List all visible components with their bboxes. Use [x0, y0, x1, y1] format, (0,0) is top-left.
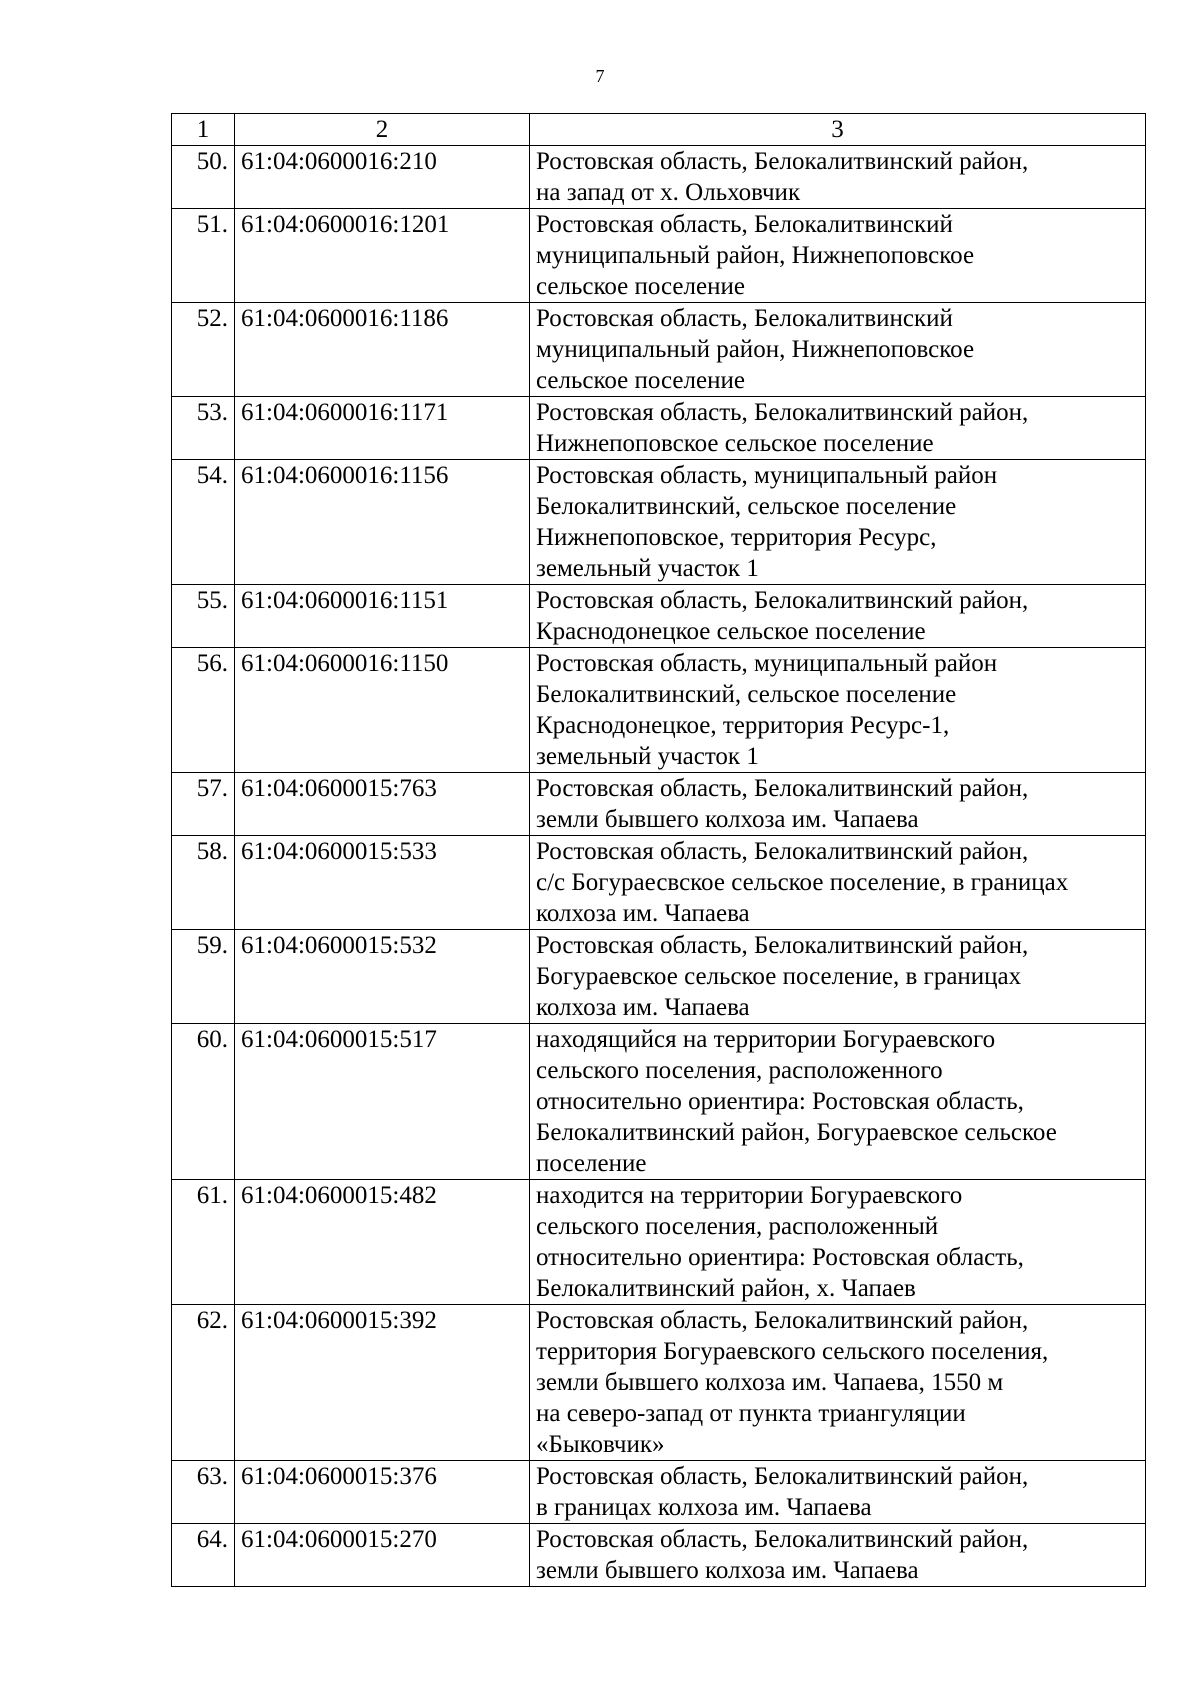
plot-address — [530, 460, 1146, 585]
cadastral-number: 61:04:0600015:517 — [235, 1024, 530, 1180]
address-line: Белокалитвинский, сельское поселение — [536, 681, 957, 708]
address-line: земли бывшего колхоза им. Чапаева — [536, 1557, 919, 1584]
cadastral-number: 61:04:0600016:1156 — [235, 460, 530, 585]
address-line: Ростовская область, Белокалитвинский — [536, 211, 953, 238]
plot-address — [530, 648, 1146, 773]
address-line: на запад от х. Ольховчик — [536, 179, 801, 206]
table-row — [172, 209, 1146, 303]
plot-address — [530, 585, 1146, 648]
plot-address — [530, 146, 1146, 209]
address-line: с/с Богураесвское сельское поселение, в границах — [536, 869, 1069, 896]
column-header-number: 1 — [172, 114, 235, 146]
address-line: Ростовская область, Белокалитвинский район, — [536, 775, 1029, 802]
cadastral-number: 61:04:0600015:533 — [235, 836, 530, 930]
table-row — [172, 1524, 1146, 1587]
address-line: Ростовская область, Белокалитвинский район, — [536, 838, 1029, 865]
address-line: территория Богураевского сельского поселения, — [536, 1338, 1049, 1365]
table-row — [172, 648, 1146, 773]
address-line: Богураевское сельское поселение, в границах — [536, 963, 1022, 990]
column-header-cadastral: 2 — [235, 114, 530, 146]
address-line: земли бывшего колхоза им. Чапаева — [536, 806, 919, 833]
table-row — [172, 146, 1146, 209]
cadastral-number: 61:04:0600016:1150 — [235, 648, 530, 773]
address-line: Ростовская область, Белокалитвинский район, — [536, 399, 1029, 426]
row-number: 58. — [172, 836, 235, 930]
address-line: Краснодонецкое сельское поселение — [536, 618, 926, 645]
table-row — [172, 585, 1146, 648]
row-number: 59. — [172, 930, 235, 1024]
row-number: 56. — [172, 648, 235, 773]
plot-address — [530, 397, 1146, 460]
address-line: на северо-запад от пункта триангуляции — [536, 1400, 966, 1427]
row-number: 63. — [172, 1461, 235, 1524]
address-line: Белокалитвинский район, х. Чапаев — [536, 1275, 916, 1302]
address-line: Ростовская область, Белокалитвинский район, — [536, 1526, 1029, 1553]
plot-address — [530, 1180, 1146, 1305]
address-line: Ростовская область, муниципальный район — [536, 462, 998, 489]
address-line: Ростовская область, Белокалитвинский район, — [536, 587, 1029, 614]
cadastral-number: 61:04:0600016:210 — [235, 146, 530, 209]
column-header-address: 3 — [530, 114, 1146, 146]
address-line: находящийся на территории Богураевского — [536, 1026, 996, 1053]
address-line: муниципальный район, Нижнепоповское — [536, 336, 975, 363]
row-number: 61. — [172, 1180, 235, 1305]
table-row — [172, 1305, 1146, 1461]
address-line: колхоза им. Чапаева — [536, 994, 750, 1021]
table-header-row — [172, 114, 1146, 146]
plot-address — [530, 1461, 1146, 1524]
cadastral-number: 61:04:0600016:1186 — [235, 303, 530, 397]
address-line: Ростовская область, Белокалитвинский район, — [536, 148, 1029, 175]
address-line: земельный участок 1 — [536, 555, 759, 582]
plot-address — [530, 930, 1146, 1024]
row-number: 52. — [172, 303, 235, 397]
table-body — [172, 146, 1146, 1587]
cadastral-number: 61:04:0600015:763 — [235, 773, 530, 836]
address-line: Нижнепоповское, территория Ресурс, — [536, 524, 937, 551]
cadastral-number: 61:04:0600015:392 — [235, 1305, 530, 1461]
address-line: земли бывшего колхоза им. Чапаева, 1550 м — [536, 1369, 1004, 1396]
cadastral-number: 61:04:0600015:270 — [235, 1524, 530, 1587]
table-row — [172, 1024, 1146, 1180]
cadastral-number: 61:04:0600016:1151 — [235, 585, 530, 648]
address-line: в границах колхоза им. Чапаева — [536, 1494, 872, 1521]
cadastral-number: 61:04:0600015:482 — [235, 1180, 530, 1305]
cadastral-number: 61:04:0600015:376 — [235, 1461, 530, 1524]
cadastral-number: 61:04:0600016:1171 — [235, 397, 530, 460]
table-row — [172, 930, 1146, 1024]
plot-address — [530, 303, 1146, 397]
address-line: Белокалитвинский, сельское поселение — [536, 493, 957, 520]
address-line: относительно ориентира: Ростовская область, — [536, 1244, 1024, 1271]
table-row — [172, 1461, 1146, 1524]
address-line: колхоза им. Чапаева — [536, 900, 750, 927]
row-number: 60. — [172, 1024, 235, 1180]
row-number: 62. — [172, 1305, 235, 1461]
address-line: Белокалитвинский район, Богураевское сельское — [536, 1119, 1057, 1146]
address-line: сельское поселение — [536, 367, 745, 394]
row-number: 55. — [172, 585, 235, 648]
land-plot-table — [171, 113, 1146, 1587]
table-row — [172, 303, 1146, 397]
plot-address — [530, 1305, 1146, 1461]
address-line: земельный участок 1 — [536, 743, 759, 770]
address-line: Краснодонецкое, территория Ресурс-1, — [536, 712, 950, 739]
address-line: сельское поселение — [536, 273, 745, 300]
row-number: 53. — [172, 397, 235, 460]
row-number: 50. — [172, 146, 235, 209]
table-row — [172, 773, 1146, 836]
plot-address — [530, 209, 1146, 303]
plot-address — [530, 1024, 1146, 1180]
address-line: «Быковчик» — [536, 1431, 665, 1458]
table-row — [172, 397, 1146, 460]
address-line: Ростовская область, Белокалитвинский район, — [536, 932, 1029, 959]
address-line: Ростовская область, Белокалитвинский район, — [536, 1463, 1029, 1490]
address-line: находится на территории Богураевского — [536, 1182, 963, 1209]
row-number: 51. — [172, 209, 235, 303]
address-line: муниципальный район, Нижнепоповское — [536, 242, 975, 269]
cadastral-number: 61:04:0600015:532 — [235, 930, 530, 1024]
address-line: поселение — [536, 1150, 647, 1177]
row-number: 64. — [172, 1524, 235, 1587]
table-row — [172, 836, 1146, 930]
cadastral-number: 61:04:0600016:1201 — [235, 209, 530, 303]
address-line: Ростовская область, муниципальный район — [536, 650, 998, 677]
plot-address — [530, 1524, 1146, 1587]
address-line: относительно ориентира: Ростовская область, — [536, 1088, 1024, 1115]
plot-address — [530, 773, 1146, 836]
address-line: Ростовская область, Белокалитвинский район, — [536, 1307, 1029, 1334]
address-line: сельского поселения, расположенный — [536, 1213, 939, 1240]
address-line: Ростовская область, Белокалитвинский — [536, 305, 953, 332]
address-line: сельского поселения, расположенного — [536, 1057, 943, 1084]
row-number: 57. — [172, 773, 235, 836]
plot-address — [530, 836, 1146, 930]
address-line: Нижнепоповское сельское поселение — [536, 430, 934, 457]
table-row — [172, 1180, 1146, 1305]
row-number: 54. — [172, 460, 235, 585]
table-row — [172, 460, 1146, 585]
page-number: 7 — [595, 66, 605, 86]
